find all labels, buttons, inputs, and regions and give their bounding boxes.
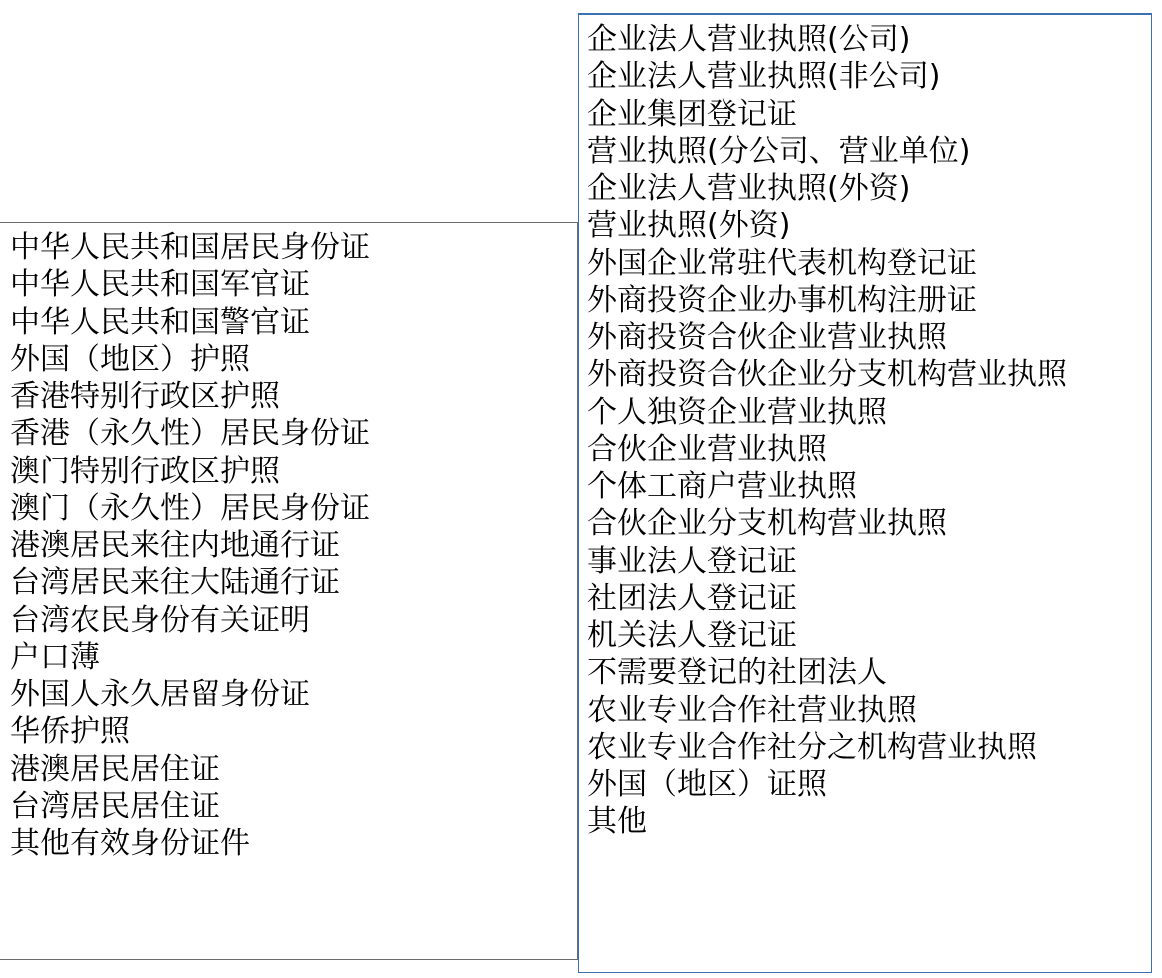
dropdown-option[interactable]: 企业法人营业执照(外资) (587, 171, 911, 206)
dropdown-option[interactable]: 事业法人登记证 (587, 543, 797, 579)
dropdown-option[interactable]: 不需要登记的社团法人 (587, 655, 887, 691)
dropdown-option[interactable]: 农业专业合作社营业执照 (587, 692, 917, 728)
dropdown-option[interactable]: 港澳居民来往内地通行证 (10, 528, 340, 563)
dropdown-option[interactable]: 农业专业合作社分之机构营业执照 (587, 729, 1037, 765)
dropdown-option[interactable]: 港澳居民居住证 (10, 751, 220, 787)
dropdown-option[interactable]: 营业执照(外资) (587, 208, 791, 244)
dropdown-option[interactable]: 外商投资合伙企业营业执照 (587, 320, 947, 355)
dropdown-option[interactable]: 外国（地区）护照 (10, 341, 250, 377)
dropdown-option[interactable]: 其他 (587, 804, 647, 840)
id-type-dropdown-list[interactable] (0, 222, 578, 960)
dropdown-option[interactable]: 中华人民共和国警官证 (10, 304, 310, 340)
dropdown-option[interactable]: 台湾农民身份有关证明 (10, 602, 310, 638)
dropdown-option[interactable]: 机关法人登记证 (587, 618, 797, 653)
dropdown-option[interactable]: 社团法人登记证 (587, 580, 797, 616)
dropdown-option[interactable]: 香港（永久性）居民身份证 (10, 416, 370, 452)
dropdown-option[interactable]: 香港特别行政区护照 (10, 379, 280, 414)
dropdown-option[interactable]: 其他有效身份证件 (10, 826, 250, 861)
dropdown-option[interactable]: 个人独资企业营业执照 (587, 394, 887, 430)
dropdown-option[interactable]: 合伙企业营业执照 (587, 431, 827, 467)
dropdown-option[interactable]: 澳门（永久性）居民身份证 (10, 490, 370, 526)
dropdown-option[interactable]: 外国企业常驻代表机构登记证 (587, 245, 977, 281)
dropdown-option[interactable]: 企业集团登记证 (587, 96, 797, 132)
license-type-dropdown-list[interactable] (578, 13, 1152, 973)
dropdown-option[interactable]: 企业法人营业执照(公司) (587, 22, 911, 57)
dropdown-option[interactable]: 个体工商户营业执照 (587, 469, 857, 504)
dropdown-option[interactable]: 营业执照(分公司、营业单位) (587, 133, 971, 169)
dropdown-option[interactable]: 中华人民共和国居民身份证 (10, 230, 370, 265)
dropdown-option[interactable]: 华侨护照 (10, 714, 130, 750)
dropdown-option[interactable]: 台湾居民居住证 (10, 788, 220, 824)
dropdown-option[interactable]: 中华人民共和国军官证 (10, 267, 310, 303)
dropdown-option[interactable]: 外商投资合伙企业分支机构营业执照 (587, 357, 1067, 393)
dropdown-option[interactable]: 企业法人营业执照(非公司) (587, 59, 941, 95)
dropdown-option[interactable]: 户口薄 (10, 639, 100, 675)
dropdown-option[interactable]: 澳门特别行政区护照 (10, 453, 280, 489)
dropdown-option[interactable]: 外商投资企业办事机构注册证 (587, 282, 977, 318)
dropdown-option[interactable]: 外国人永久居留身份证 (10, 677, 310, 712)
dropdown-option[interactable]: 台湾居民来往大陆通行证 (10, 565, 340, 601)
dropdown-option[interactable]: 外国（地区）证照 (587, 767, 827, 802)
underlying-page-fragment (0, 960, 578, 978)
dropdown-option[interactable]: 合伙企业分支机构营业执照 (587, 506, 947, 542)
